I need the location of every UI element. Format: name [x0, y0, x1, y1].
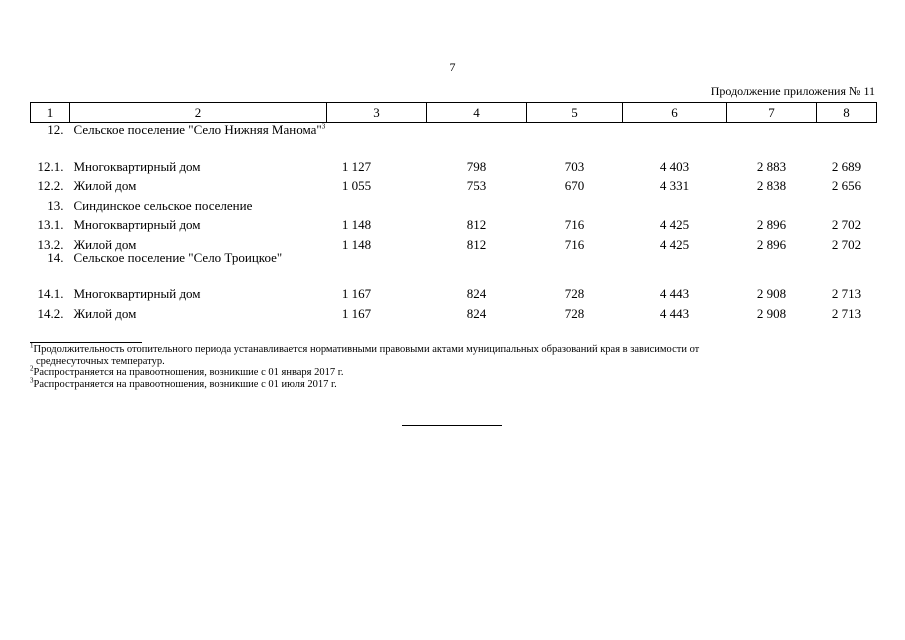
row-number: 12.2. — [37, 178, 64, 193]
row-name: Многоквартирный дом — [73, 286, 201, 301]
footnote-ref: 3 — [321, 122, 326, 131]
table-row-group-header — [31, 192, 877, 212]
row-value — [327, 192, 427, 212]
table-row — [31, 153, 877, 173]
table-row — [31, 300, 877, 320]
row-value: 2 713 — [831, 286, 862, 301]
row-name: Синдинское сельское поселение — [73, 197, 253, 213]
table-row — [31, 212, 877, 232]
row-number: 13.1. — [37, 217, 64, 232]
row-value: 2 908 — [756, 305, 787, 321]
footnote-text-continuation: среднесуточных температур. — [36, 355, 165, 367]
row-value: 728 — [564, 286, 585, 301]
footnote-item — [30, 376, 876, 391]
footnotes-section — [30, 336, 876, 390]
row-value: 2 896 — [756, 217, 787, 232]
row-value: 4 425 — [659, 217, 690, 232]
row-value — [427, 123, 527, 154]
row-value — [817, 123, 877, 154]
row-value — [727, 251, 817, 281]
row-number: 14.2. — [37, 305, 64, 321]
table-row — [31, 281, 877, 301]
row-number: 13. — [47, 197, 64, 213]
table-row — [31, 173, 877, 193]
column-header: 1 — [31, 103, 70, 123]
row-value: 4 403 — [659, 158, 690, 174]
table-row — [31, 231, 877, 251]
row-value — [427, 251, 527, 281]
row-name: Сельское поселение "Село Троицкое" — [73, 249, 283, 265]
row-number: 13.2. — [37, 236, 64, 252]
row-value — [527, 251, 623, 281]
row-value: 1 167 — [341, 286, 372, 301]
table-header-row — [31, 103, 877, 123]
row-value — [327, 123, 427, 154]
row-value — [427, 192, 527, 212]
row-value: 824 — [466, 286, 487, 301]
table-row-group-header — [31, 251, 877, 281]
footnote-text: Продолжительность отопительного периода устанавливается нормативными правовыми актами муниципальных образований края в зависимости от — [33, 344, 700, 355]
column-header: 6 — [623, 103, 727, 123]
footnote-item — [30, 336, 876, 367]
row-value: 812 — [466, 217, 487, 232]
row-name: Жилой дом — [73, 178, 137, 193]
column-header: 2 — [70, 103, 327, 123]
row-value: 2 702 — [831, 236, 862, 252]
footnote-item — [30, 364, 876, 379]
row-value — [527, 192, 623, 212]
row-value: 812 — [466, 236, 487, 252]
footnote-mark: 3 — [30, 376, 34, 384]
row-value: 2 908 — [756, 286, 787, 301]
row-value: 728 — [564, 305, 585, 321]
row-name-text: Сельское поселение "Село Нижняя Манома" — [73, 122, 322, 137]
row-number: 12. — [47, 122, 64, 137]
row-value — [817, 192, 877, 212]
row-value: 2 689 — [831, 158, 862, 174]
column-header: 4 — [427, 103, 527, 123]
row-name: Жилой дом — [73, 305, 137, 321]
row-value: 2 896 — [756, 236, 787, 252]
column-header: 8 — [817, 103, 877, 123]
row-number: 14.1. — [37, 286, 64, 301]
row-value: 798 — [466, 158, 487, 174]
row-value: 716 — [564, 236, 585, 252]
footnote-text: Распространяется на правоотношения, возникшие с 01 января 2017 г. — [33, 367, 344, 378]
row-value: 4 443 — [659, 305, 690, 321]
row-value: 1 167 — [341, 305, 372, 321]
row-value: 1 148 — [341, 217, 372, 232]
end-of-document-rule — [402, 425, 502, 426]
row-value — [527, 123, 623, 154]
row-value: 2 656 — [831, 178, 862, 193]
row-value — [623, 123, 727, 154]
row-value: 703 — [564, 158, 585, 174]
row-value: 1 148 — [341, 236, 372, 252]
row-value: 753 — [466, 178, 487, 193]
row-name: Многоквартирный дом — [73, 158, 201, 174]
row-value — [727, 192, 817, 212]
row-name — [70, 123, 327, 154]
footnote-mark: 1 — [30, 341, 34, 350]
row-value: 2 838 — [756, 178, 787, 193]
row-number: 14. — [47, 249, 64, 265]
row-value: 4 443 — [659, 286, 690, 301]
row-value — [623, 251, 727, 281]
footnote-text: Распространяется на правоотношения, возникшие с 01 июля 2017 г. — [33, 378, 337, 390]
tariff-table — [30, 102, 877, 320]
row-value: 1 055 — [341, 178, 372, 193]
column-header: 5 — [527, 103, 623, 123]
row-name: Многоквартирный дом — [73, 217, 201, 232]
row-value — [327, 251, 427, 281]
row-value — [623, 192, 727, 212]
row-value: 2 702 — [831, 217, 862, 232]
row-value: 2 883 — [756, 158, 787, 174]
row-value: 1 127 — [341, 158, 372, 174]
appendix-continuation-note: Продолжение приложения № 11 — [710, 84, 875, 98]
row-number: 12.1. — [37, 158, 64, 174]
row-value: 716 — [564, 217, 585, 232]
table-row-group-header — [31, 123, 877, 154]
column-header: 7 — [727, 103, 817, 123]
row-value: 4 331 — [659, 178, 690, 193]
row-value — [727, 123, 817, 154]
column-header: 3 — [327, 103, 427, 123]
row-value: 824 — [466, 305, 487, 321]
row-value: 670 — [564, 178, 585, 193]
page-number: 7 — [449, 60, 456, 74]
row-value: 2 713 — [831, 305, 862, 321]
row-name: Жилой дом — [73, 236, 137, 252]
row-value — [817, 251, 877, 281]
footnote-mark: 2 — [30, 364, 34, 373]
row-value: 4 425 — [659, 236, 690, 252]
